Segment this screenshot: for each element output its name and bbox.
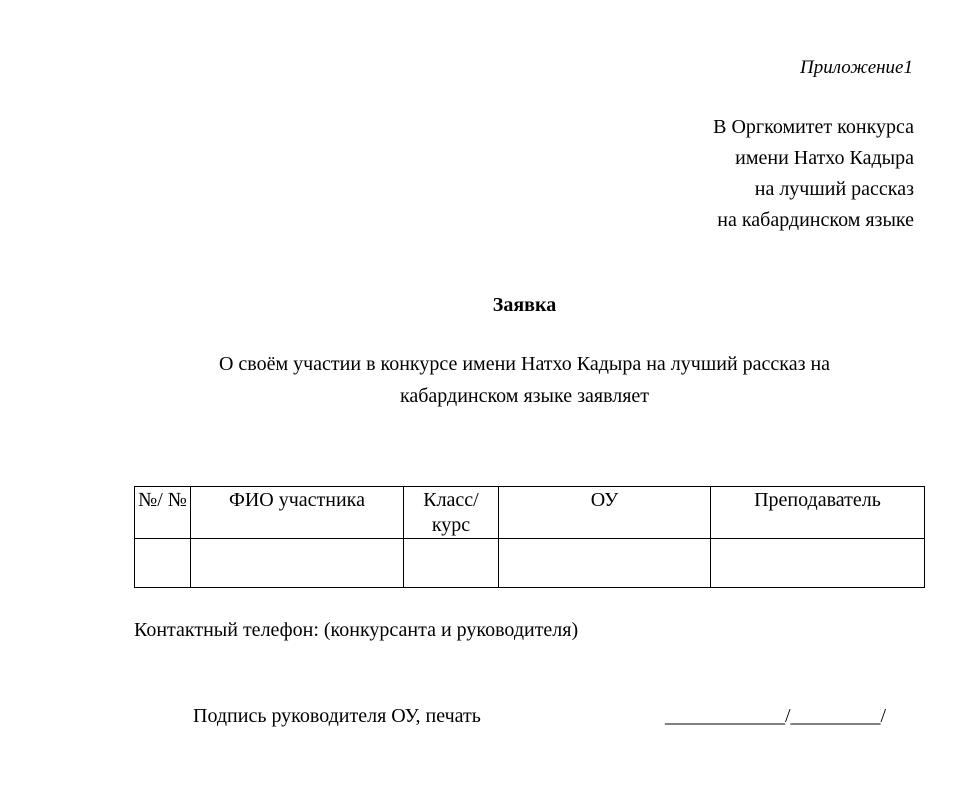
addressee-line: имени Натхо Кадыра <box>735 147 914 169</box>
signature-label: Подпись руководителя ОУ, печать <box>193 705 481 727</box>
appendix-label: Приложение1 <box>800 57 913 78</box>
header-teacher: Преподаватель <box>711 487 925 539</box>
table-header-row <box>135 487 925 539</box>
addressee-line: на лучший рассказ <box>754 178 914 200</box>
signature-line: ____________/_________/ <box>665 705 887 727</box>
table-cell[interactable] <box>499 539 711 588</box>
table-cell[interactable] <box>711 539 925 588</box>
document-title: Заявка <box>492 294 557 316</box>
contact-phone-label: Контактный телефон: (конкурсанта и руководителя) <box>134 619 579 641</box>
header-class-course: Класс/ курс <box>404 487 499 539</box>
header-school: ОУ <box>499 487 711 539</box>
header-participant-name: ФИО участника <box>191 487 404 539</box>
table-cell[interactable] <box>191 539 404 588</box>
participants-table <box>134 486 925 588</box>
addressee-line: на кабардинском языке <box>717 209 914 231</box>
addressee-line: В Оргкомитет конкурса <box>713 116 914 138</box>
statement-text: О своём участии в конкурсе имени Натхо Кадыра на лучший рассказ на кабардинском языке заявляет <box>218 353 831 407</box>
table-cell[interactable] <box>135 539 191 588</box>
header-number: №/ № <box>135 487 191 539</box>
table-row <box>135 539 925 588</box>
addressee-block <box>713 112 914 236</box>
table-cell[interactable] <box>404 539 499 588</box>
